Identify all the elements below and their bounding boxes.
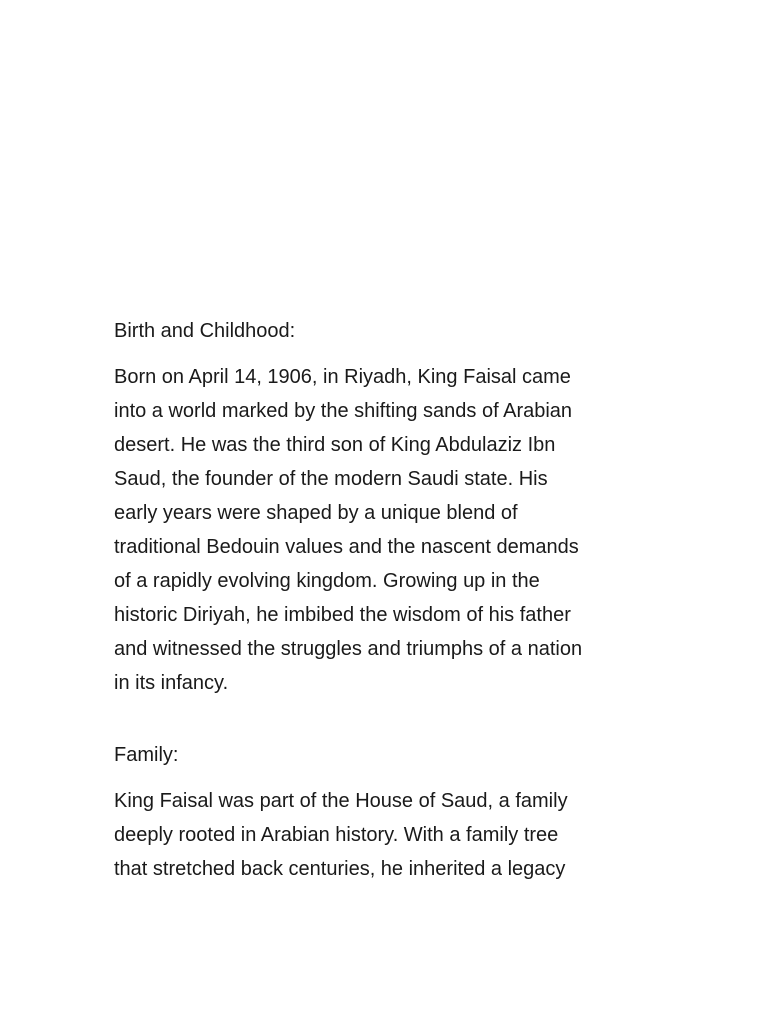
paragraph-line: desert. He was the third son of King Abdulaziz Ibn [114, 434, 556, 456]
paragraph-line: Born on April 14, 1906, in Riyadh, King Faisal came [114, 366, 571, 388]
paragraph-line: traditional Bedouin values and the nascent demands [114, 536, 579, 558]
paragraph-line: into a world marked by the shifting sands of Arabian [114, 400, 573, 422]
section-paragraph-family [114, 784, 674, 886]
paragraph-line: King Faisal was part of the House of Saud, a family [114, 790, 568, 812]
paragraph-line: historic Diriyah, he imbibed the wisdom of his father [114, 604, 571, 626]
paragraph-line: of a rapidly evolving kingdom. Growing up in the [114, 570, 540, 592]
paragraph-line: and witnessed the struggles and triumphs of a nation [114, 638, 583, 660]
section-heading-birth-childhood: Birth and Childhood: [114, 320, 296, 342]
section-paragraph-birth-childhood [114, 360, 674, 700]
paragraph-line: deeply rooted in Arabian history. With a family tree [114, 824, 559, 846]
paragraph-line: in its infancy. [114, 672, 229, 694]
document-body [114, 314, 674, 886]
paragraph-line: that stretched back centuries, he inherited a legacy [114, 858, 566, 880]
paragraph-line: early years were shaped by a unique blend of [114, 502, 518, 524]
section-heading-family: Family: [114, 744, 179, 766]
section-spacer [114, 700, 674, 738]
paragraph-line: Saud, the founder of the modern Saudi state. His [114, 468, 548, 490]
